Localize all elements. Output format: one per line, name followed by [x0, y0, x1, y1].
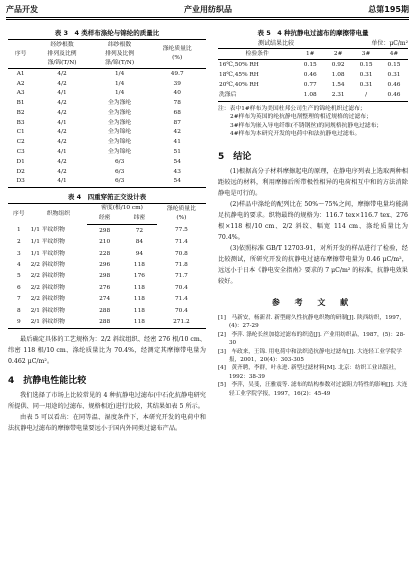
reference-item: [1] 马新安，杨新君. 新型耐久性抗静电织物的研制[J]. 陕西纺织，1997，(4)：27-29	[218, 314, 405, 330]
table-row	[8, 167, 206, 177]
table-cell: 39	[173, 80, 181, 87]
table-cell: 6	[16, 284, 21, 291]
table-cell: 6/3	[114, 178, 125, 185]
table-cell: 70.4	[174, 284, 188, 291]
table-cell: 7	[16, 296, 21, 303]
table-cell: 1/4	[114, 80, 125, 87]
table-cell: 77.5	[174, 227, 188, 234]
table-row	[8, 177, 206, 187]
table-cell: 288	[99, 307, 111, 314]
table-cell: 16℃,50% RH	[219, 61, 259, 68]
table-cell: 94	[135, 250, 144, 257]
body-paragraph: 最后确定具体的工艺规格为：2/2 斜纹组织、经密 276 根/10 cm、纬密 118 根/10 cm、涤纶质量比为 70.4%，经测定其摩擦带电量为 0.462 μC/m²。	[8, 336, 206, 366]
body-paragraph: (1)根据高分子材料摩擦起电的原理，在静电序列表上选取两种相距较远的材料，利用摩擦后所带极性相异的电荷相互中和的方法消除静电是可行的。	[218, 167, 408, 197]
header-rule	[6, 17, 409, 20]
table-cell: 54	[173, 158, 181, 165]
table-cell: 43	[173, 168, 181, 175]
table-cell: 40	[173, 90, 181, 97]
reference-item: [4] 黄齐聘，李群，叶永进. 新型过滤材料[M]. 北京：纺织工业出版社，1992：38-39	[218, 365, 400, 380]
table-cell: 1/1 平纹织物	[30, 250, 65, 257]
table-cell: 118	[133, 296, 145, 303]
table-cell: 4/1	[57, 90, 67, 97]
table-cell: B3	[16, 119, 25, 126]
table-cell: A1	[16, 70, 25, 77]
reference-item: [5] 李萍，吴斐，汪雅震等. 滤布的结构参数对过滤阻力特性的影响[J]. 大连轻工业学院学报，1997，16(2)：45-49	[218, 382, 408, 397]
table-cell: 72	[135, 227, 144, 234]
note-line: 3#样布为嵌入导电纤维(不锈钢丝)的同规格抗静电过滤布；	[230, 122, 383, 129]
section-5-heading: 5 结论	[218, 151, 252, 162]
table-row	[8, 317, 206, 329]
reference-item: [3] 车政来，王锦. 用电荷中和法织造抗静电过滤布[J]. 大连轻工业学院学报，2001，20(4)：303-305	[218, 348, 402, 363]
table-cell: 0.15	[359, 61, 373, 68]
table-cell: 5	[16, 273, 21, 280]
table-cell: D2	[16, 168, 25, 175]
table-cell: 71.8	[174, 261, 188, 268]
table-cell: 2/2 斜纹织物	[30, 296, 65, 303]
table-cell: 4/2	[57, 70, 67, 77]
table-cell: 4	[16, 261, 21, 268]
table-row	[8, 259, 206, 270]
table-cell: 20℃,40% RH	[219, 82, 259, 89]
table-cell: 1	[16, 227, 21, 234]
table-cell: 228	[99, 250, 111, 257]
table5	[218, 48, 408, 102]
table-cell: A3	[16, 90, 25, 97]
note-line: 2#样布为英国的纶抗静电剂整理的相近规格的过滤布；	[230, 114, 372, 121]
note-line: 注：表中1#样布为美国杜邦公司生产的锦纶机织过滤布；	[218, 105, 366, 112]
table-cell: 210	[99, 239, 111, 246]
table-row	[8, 138, 206, 148]
table-cell: 118	[133, 319, 145, 326]
table-cell: 3	[16, 250, 21, 257]
table-cell: 4/2	[57, 129, 67, 136]
table-cell: 4/2	[57, 158, 67, 165]
table4	[8, 203, 206, 330]
table-cell: 4/1	[57, 178, 67, 185]
table-cell: 51	[173, 149, 181, 156]
table5-header: 1#	[296, 49, 324, 60]
table-cell: C1	[16, 129, 25, 136]
table-cell: 84	[135, 239, 144, 246]
note-line: 4#样布为本研究开发的电荷中和法抗静电过滤布。	[230, 131, 361, 138]
header-issue: 总第195期	[368, 5, 409, 14]
table-cell: 4/1	[57, 119, 67, 126]
table-cell: 4/2	[57, 100, 67, 107]
table5-header: 4#	[380, 49, 408, 60]
table-cell: 298	[99, 273, 111, 280]
table5-subhead	[218, 39, 408, 48]
table-row	[8, 157, 206, 167]
table-cell: 271.2	[173, 319, 190, 326]
table-cell: 118	[133, 284, 145, 291]
table-cell: 4/2	[57, 168, 67, 175]
table-cell: 274	[99, 296, 111, 303]
table-cell: 4/2	[57, 139, 67, 146]
table-cell: 2/1 斜纹织物	[30, 307, 65, 314]
table-row	[8, 79, 206, 89]
table-cell: 4/2	[57, 109, 67, 116]
table4-header-ratio: 涤纶质量比 (%)	[166, 206, 196, 221]
table5-caption: 表 5 4 种抗静电过滤布的摩擦带电量	[257, 29, 369, 37]
table-cell: 全为锦纶	[108, 139, 132, 146]
table-cell: A2	[16, 80, 25, 87]
table-cell: C2	[16, 139, 25, 146]
body-paragraph: (3)依照标准 GB/T 12703-91，对所开发的样品进行了检验，经比较测试，所研究开发的抗静电过滤布摩擦带电量为 0.46 μC/m²，远远小于日本《静电安全指南》要求的 7 μC/m² 的标准，抗静电效果较好。	[218, 244, 408, 285]
table5-notes	[218, 105, 408, 139]
table-row	[8, 282, 206, 293]
table-cell: 4/1	[57, 149, 67, 156]
table-cell: 全为锦纶	[108, 129, 132, 136]
table-row	[8, 248, 206, 259]
body-paragraph: 由表 5 可以看出：在同等温、湿度条件下，本研究开发的电荷中和法抗静电过滤布的摩擦带电量要远小于国内外同类过滤布产品。	[8, 414, 206, 433]
table-row	[8, 69, 206, 79]
table-cell: 0.31	[359, 71, 373, 78]
table-cell: 2/2 斜纹织物	[30, 284, 65, 291]
table3-caption: 表 3 4 类样布涤纶与锦纶的质量比	[54, 29, 160, 37]
table4-header-warp: 经密	[87, 214, 122, 225]
table-cell: 0.46	[387, 82, 401, 89]
table3	[8, 39, 206, 188]
table-cell: 70.4	[174, 307, 188, 314]
page-header	[6, 4, 409, 16]
table-cell: 42	[173, 129, 181, 136]
table-cell: B2	[16, 109, 25, 116]
table-cell: 70.8	[174, 250, 188, 257]
table-row	[8, 305, 206, 316]
table-row	[8, 89, 206, 99]
table-cell: 176	[133, 273, 145, 280]
table3-header: 经纱根数 排列及比例 涤/锦(T/N)	[33, 40, 91, 69]
table-cell: 1.08	[303, 92, 317, 99]
table-cell: 0.77	[303, 82, 317, 89]
table-cell: 296	[99, 261, 111, 268]
table5-header: 检验条件	[218, 49, 296, 60]
table-cell: 49.7	[170, 70, 184, 77]
table-cell: 全为涤纶	[108, 119, 132, 126]
table-cell: 78	[173, 100, 181, 107]
table-row	[8, 99, 206, 109]
table-cell: 54	[173, 178, 181, 185]
table-cell: 87	[173, 119, 181, 126]
table3-body	[8, 69, 206, 187]
table5-header: 2#	[324, 49, 352, 60]
left-column	[8, 24, 206, 434]
table-cell: 0.31	[387, 71, 401, 78]
table-cell: 0.46	[303, 71, 317, 78]
table-cell: 2/1 斜纹织物	[30, 319, 65, 326]
table-cell: B1	[16, 100, 25, 107]
table-cell: C3	[16, 149, 25, 156]
table-cell: 276	[99, 284, 111, 291]
table5-header: 3#	[352, 49, 380, 60]
table-cell: 2	[16, 239, 21, 246]
table-cell: 71.4	[174, 296, 188, 303]
table4-header-structure: 织物组织	[46, 210, 71, 217]
table-cell: 2/2 斜纹织物	[30, 261, 65, 268]
table-cell: 9	[16, 319, 21, 326]
table4-header-no: 序号	[12, 210, 25, 217]
table-cell: 全为涤纶	[108, 100, 132, 107]
table-cell: 2/2 斜纹织物	[30, 273, 65, 280]
table-cell: 1/1 平纹织物	[30, 227, 65, 234]
table-cell: 洗涤后	[219, 92, 237, 99]
table-row	[218, 81, 408, 91]
table-cell: 8	[16, 307, 21, 314]
table-row	[218, 91, 408, 102]
table5-unit: 单位：μC/m²	[371, 40, 408, 47]
table-cell: 0.92	[331, 61, 345, 68]
table-cell: 6/3	[114, 158, 125, 165]
table-row	[8, 128, 206, 138]
table-cell: 4/2	[57, 80, 67, 87]
table-cell: 18℃,45% RH	[219, 71, 259, 78]
table-cell: 1/4	[114, 90, 125, 97]
table4-header-weft: 纬密	[122, 214, 157, 225]
table-cell: 2.31	[331, 92, 345, 99]
table-cell: 71.7	[174, 273, 188, 280]
body-paragraph: 我们选择了市场上比较常见的 4 种抗静电过滤布(中石化抗静电研究所提供、同一用途的过滤布、规格相近)进行比较，其结果如表 5 所示。	[8, 392, 206, 411]
table3-header: 涤纶质量比 (%)	[148, 40, 206, 69]
table4-header-density: 密度(根/10 cm)	[101, 205, 143, 212]
table-cell: 41	[173, 139, 181, 146]
references-heading: 参 考 文 献	[271, 297, 355, 307]
table-row	[8, 108, 206, 118]
table-cell: 0.46	[387, 92, 401, 99]
table5-body	[218, 60, 408, 102]
table-cell: 0.15	[387, 61, 401, 68]
reference-item: [2] 李萍. 涤纶长丝加捻过滤布的织造[J]. 产业用纺织品，1987，(5)：28-30	[218, 331, 406, 347]
table-cell: 68	[173, 109, 181, 116]
table-cell: 71.4	[174, 239, 188, 246]
table-cell: 全为涤纶	[108, 109, 132, 116]
table-row	[8, 118, 206, 128]
table-cell: 1/4	[114, 70, 125, 77]
table-cell: 0.31	[359, 82, 373, 89]
table-cell: 6/3	[114, 168, 125, 175]
table-cell: /	[365, 92, 368, 99]
table-row	[218, 60, 408, 71]
section-4-heading: 4 抗静电性能比较	[8, 376, 87, 387]
table4-caption: 表 4 四重穿筘正交设计表	[67, 192, 147, 201]
table-cell: 118	[133, 261, 145, 268]
table-cell: 118	[133, 307, 145, 314]
table-cell: 298	[99, 227, 111, 234]
table-cell: D1	[16, 158, 25, 165]
table3-header: 纬纱根数 排列及比例 涤/锦(T/N)	[91, 40, 149, 69]
table-cell: D3	[16, 178, 25, 185]
table-row	[8, 224, 206, 236]
table5-unit-label: 测试结果比较	[258, 40, 295, 47]
table-row	[8, 236, 206, 247]
table4-body	[8, 224, 206, 328]
table-row	[218, 70, 408, 80]
table-cell: 1.08	[331, 71, 345, 78]
header-section: 产品开发	[6, 5, 38, 14]
table-row	[8, 294, 206, 305]
table-row	[8, 147, 206, 157]
table-cell: 288	[99, 319, 111, 326]
table-cell: 0.15	[303, 61, 317, 68]
table-cell: 1/1 平纹织物	[30, 239, 65, 246]
table-row	[8, 271, 206, 282]
table3-header: 序号	[8, 40, 33, 69]
table-cell: 1.54	[331, 82, 345, 89]
header-journal: 产业用纺织品	[184, 5, 232, 14]
table-cell: 全为锦纶	[108, 149, 132, 156]
right-column	[218, 24, 408, 398]
body-paragraph: (2)样品中涤纶的配列比在 50%～75%之间，摩擦带电量均能满足抗静电的要求。织物最终的规格为：116.7 tex×116.7 tex、276 根×118 根/10 cm、2/2 斜纹、幅宽 114 cm、涤纶质量比为 70.4%。	[218, 200, 408, 241]
